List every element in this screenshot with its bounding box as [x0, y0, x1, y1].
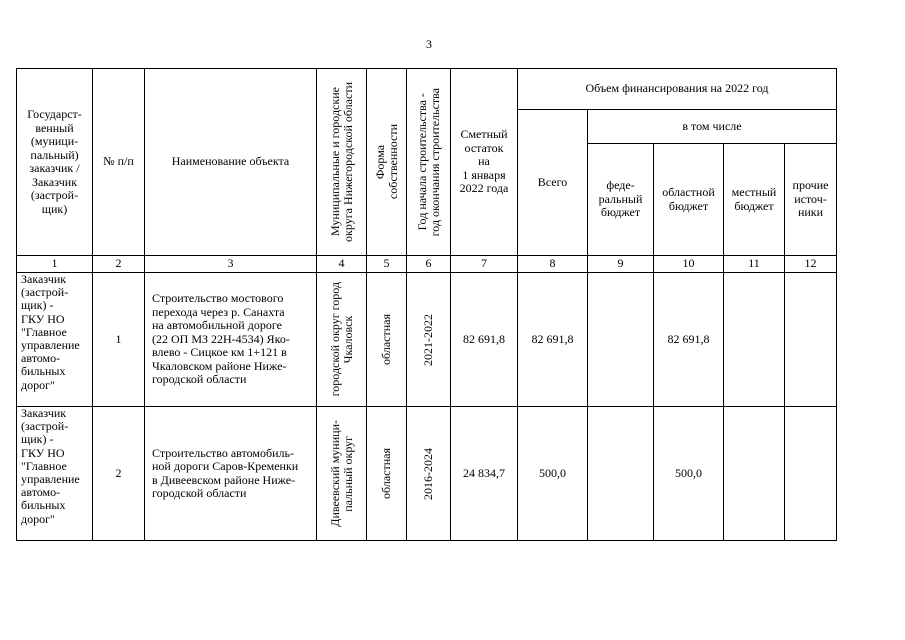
column-number-row [17, 256, 837, 273]
column-number: 12 [785, 256, 837, 273]
column-number: 10 [654, 256, 724, 273]
column-number: 7 [451, 256, 518, 273]
row-local [724, 407, 785, 541]
column-number: 5 [367, 256, 407, 273]
header-years: Год начала строительства - год окончания строительства [407, 69, 451, 256]
row-ownership: областная [367, 273, 407, 407]
row-other [785, 407, 837, 541]
row-municipality: городской округ город Чкаловск [317, 273, 367, 407]
column-number: 6 [407, 256, 451, 273]
column-number: 2 [93, 256, 145, 273]
column-number: 4 [317, 256, 367, 273]
row-regional: 500,0 [654, 407, 724, 541]
row-total: 500,0 [518, 407, 588, 541]
row-regional: 82 691,8 [654, 273, 724, 407]
row-number: 2 [93, 407, 145, 541]
row-remainder: 82 691,8 [451, 273, 518, 407]
column-number: 11 [724, 256, 785, 273]
financing-table [16, 68, 837, 541]
row-other [785, 273, 837, 407]
row-ownership: областная [367, 407, 407, 541]
header-other: прочие источ- ники [785, 144, 837, 256]
header-financing: Объем финансирования на 2022 год [518, 69, 837, 110]
row-remainder: 24 834,7 [451, 407, 518, 541]
row-municipality: Дивеевский муници- пальный округ [317, 407, 367, 541]
row-number: 1 [93, 273, 145, 407]
table-row [17, 407, 837, 541]
row-total: 82 691,8 [518, 273, 588, 407]
header-total: Всего [518, 110, 588, 256]
page-number: 3 [426, 37, 432, 51]
row-object-name: Строительство автомобиль- ной дороги Саров-Кременки в Дивеевском районе Ниже- городской области [145, 407, 317, 541]
row-customer: Заказчик (застрой- щик) - ГКУ НО "Главное управление автомо- бильных дорог" [17, 407, 93, 541]
header-local: местный бюджет [724, 144, 785, 256]
row-customer: Заказчик (застрой- щик) - ГКУ НО "Главное управление автомо- бильных дорог" [17, 273, 93, 407]
header-remainder: Сметный остаток на 1 января 2022 года [451, 69, 518, 256]
header-object-name: Наименование объекта [145, 69, 317, 256]
header-regional: областной бюджет [654, 144, 724, 256]
table-row [17, 273, 837, 407]
header-municipality: Муниципальные и городские округа Нижегородской области [317, 69, 367, 256]
row-federal [588, 273, 654, 407]
column-number: 3 [145, 256, 317, 273]
row-years: 2016-2024 [407, 407, 451, 541]
header-ownership: Форма собственности [367, 69, 407, 256]
header-number: № п/п [93, 69, 145, 256]
header-customer: Государст- венный (муници- пальный) заказчик / Заказчик (застрой- щик) [17, 69, 93, 256]
column-number: 8 [518, 256, 588, 273]
header-including: в том числе [588, 110, 837, 144]
column-number: 9 [588, 256, 654, 273]
row-local [724, 273, 785, 407]
row-object-name: Строительство мостового перехода через р. Санахта на автомобильной дороге (22 ОП МЗ 22Н-4534) Яко- влево - Сицкое км 1+121 в Чкаловском районе Ниже- городской области [145, 273, 317, 407]
row-federal [588, 407, 654, 541]
header-federal: феде- ральный бюджет [588, 144, 654, 256]
row-years: 2021-2022 [407, 273, 451, 407]
column-number: 1 [17, 256, 93, 273]
